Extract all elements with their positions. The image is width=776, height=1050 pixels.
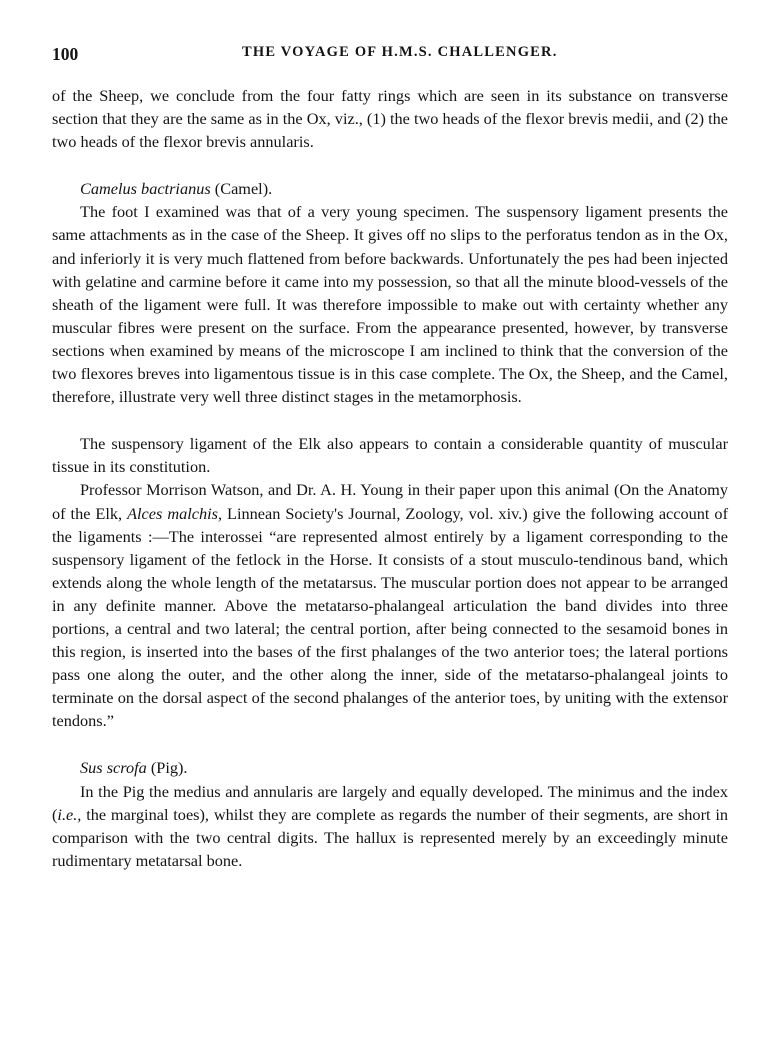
paragraph-elk-intro: The suspensory ligament of the Elk also appears to contain a considerable quantity of muscular tissue in its constitution. bbox=[52, 434, 728, 477]
elk-quote-part-b: , Linnean Society's Journal, Zoology, vol. xiv.) give the following account of the ligaments :—The interossei “are represented almost entirely by a ligament corresponding to the suspensory ligament of the fetlock in the Horse. It consists of a stout musculo-tendinous band, which extends along the whole length of the metatarsus. The muscular portion does not appear to be arranged in any definite manner. Above the metatarso-phalangeal articulation the band divides into three portions, a central and two lateral; the central portion, after being connected to the sesamoid bones in this region, is inserted into the bases of the first phalanges of the two anterior toes; the lateral portions pass one along the outer, and the other along the inner, side of the metatarso-phalangeal joints to terminate on the dorsal aspect of the second phalanges of the anterior toes, by uniting with the extensor tendons.” bbox=[52, 503, 728, 731]
paragraph-sheep-conclusion: of the Sheep, we conclude from the four fatty rings which are seen in its substance on transverse section that they are the same as in the Ox, viz., (1) the two heads of the flexor brevis medii, and (2) the two heads of the flexor brevis annularis. bbox=[52, 86, 728, 152]
paragraph-pig bbox=[52, 780, 728, 872]
pig-part-a: In the Pig the medius and annularis are largely and equally developed. The minimus and the index ( bbox=[52, 781, 728, 824]
paragraph-camel: The foot I examined was that of a very young specimen. The suspensory ligament presents the same attachments as in the case of the Sheep. It gives off no slips to the perforatus tendon as in the Ox, and inferiorly it is very much flattened from before backwards. Unfortunately the pes had been injected with gelatine and carmine before it came into my possession, so that all the minute blood-vessels of the sheath of the ligament were full. It was therefore impossible to make out with certainty whether any muscular fibres were present on the surface. From the appearance presented, however, by transverse sections when examined by means of the microscope I am inclined to think that the conversion of the two flexores breves into ligamentous tissue is in this case complete. The Ox, the Sheep, and the Camel, therefore, illustrate very well three distinct stages in the metamorphosis. bbox=[52, 202, 728, 407]
abbreviation-ie: i.e., bbox=[57, 804, 82, 824]
pig-part-b: the marginal toes), whilst they are complete as regards the number of their segments, are short in comparison with the two central digits. The hallux is represented merely by an exceedingly minute rudimentary metatarsal bone. bbox=[52, 804, 728, 870]
page-header bbox=[52, 44, 728, 68]
page-number: 100 bbox=[52, 44, 79, 64]
elk-quote-part-a: Professor Morrison Watson, and Dr. A. H. Young in their paper upon this animal (On the Anatomy of the Elk, bbox=[52, 480, 728, 523]
common-name-pig: (Pig). bbox=[146, 758, 188, 778]
common-name-camel: (Camel). bbox=[210, 179, 273, 199]
body-text bbox=[52, 84, 728, 872]
species-name-camel: Camelus bactrianus bbox=[80, 179, 211, 199]
paragraph-elk-quote bbox=[52, 478, 728, 732]
species-name-elk: Alces malchis bbox=[127, 503, 218, 523]
species-name-pig: Sus scrofa bbox=[80, 758, 147, 778]
species-heading-pig bbox=[52, 756, 728, 779]
running-title: THE VOYAGE OF H.M.S. CHALLENGER. bbox=[242, 44, 558, 60]
species-heading-camel bbox=[52, 177, 728, 200]
